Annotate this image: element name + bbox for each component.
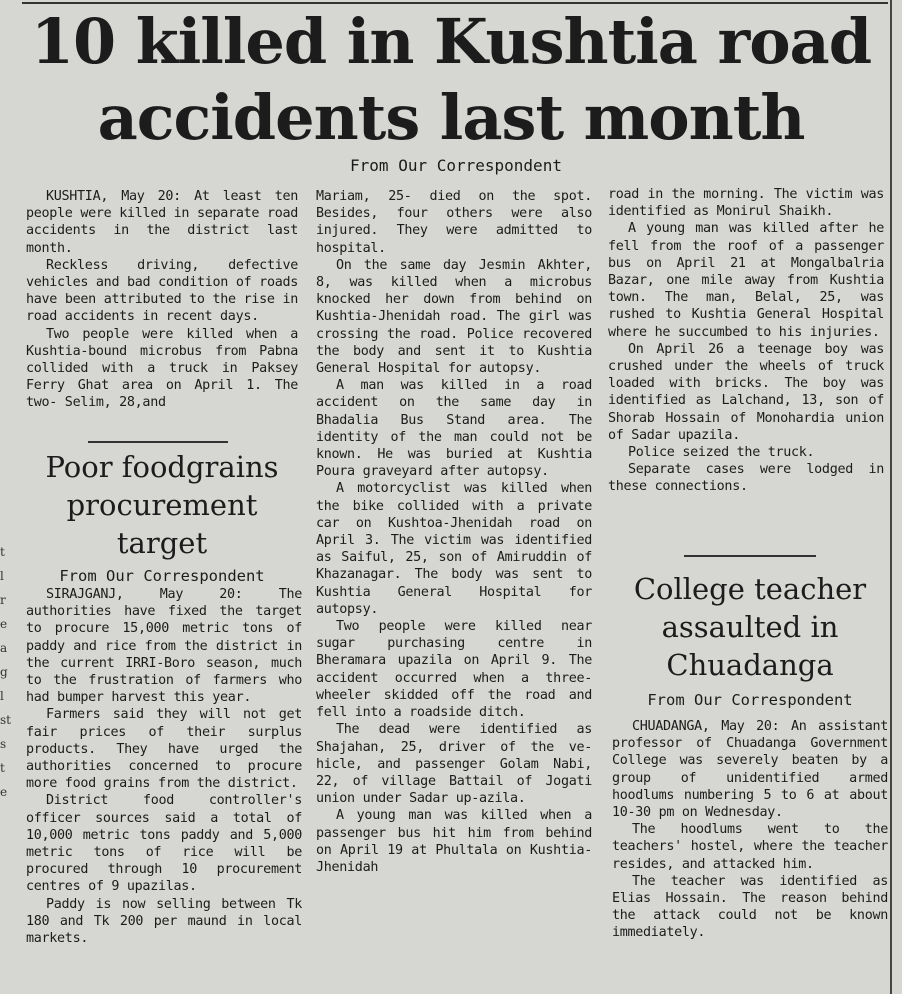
paragraph: The hoodlums went to the teachers' hostel, where the teacher resides, and attacked him.: [612, 822, 888, 872]
paragraph: A young man was killed after he fell from the roof of a passenger bus on April 21 at Mongalbalria Bazar, one mile away from Kushtia town. The man, Belal, 25, was rushed to Kushtia General Hospital where he succumbed to his injuries.: [608, 221, 884, 340]
paragraph: On April 26 a teenage boy was crushed under the wheels of truck loaded with bricks. The boy was identified as Lalchand, 13, son of Shorab Hossain of Monohardia union of Sadar upazila.: [608, 341, 884, 443]
right-column-rule: [890, 0, 892, 994]
paragraph: Separate cases were lodged in these connections.: [608, 462, 884, 495]
story3-byline: From Our Correspondent: [647, 691, 853, 709]
paragraph: The dead were identified as Shajahan, 25, driver of the ve-hicle, and passenger Golam Nabi, 22, of village Battail of Jogati union under Sadar up-azila.: [316, 722, 592, 807]
paragraph: Two people were killed when a Kushtia-bound microbus from Pabna collided with a truck in Paksey Ferry Ghat area on April 1. The two- Selim, 28,and: [26, 326, 298, 411]
paragraph: A man was killed in a road accident on the same day in Bhadalia Bus Stand area. The identity of the man could not be known. He was buried at Kushtia Poura graveyard after autopsy.: [316, 378, 592, 480]
story2-byline: From Our Correspondent: [59, 567, 265, 585]
main-byline: From Our Correspondent: [350, 156, 562, 175]
story2-headline: [24, 448, 300, 562]
story3-headline-line-3: Chuadanga: [666, 648, 834, 682]
paragraph: A young man was killed when a passenger bus hit him from behind on April 19 at Phultala on Kushtia-Jhenidah: [316, 808, 592, 875]
edge-letter: r: [0, 593, 6, 607]
paragraph: Paddy is now selling between Tk 180 and Tk 200 per maund in local markets.: [26, 896, 302, 947]
paragraph: Farmers said they will not get fair prices of their surplus products. They have urged the authorities concerned to procure more food grains from the district.: [26, 707, 302, 792]
edge-letter: a: [0, 641, 8, 655]
paragraph: Police seized the truck.: [628, 445, 815, 461]
paragraph: CHUADANGA, May 20: An assistant professor of Chuadanga Government College was severely beaten by a group of unidentified armed hoodlums numbering 5 to 6 at about 10-30 pm on Wednesday.: [612, 719, 888, 821]
edge-letter: t: [0, 545, 5, 559]
main-story-column-1: [26, 188, 298, 412]
paragraph: road in the morning. The victim was identified as Monirul Shaikh.: [608, 187, 884, 220]
story3-headline-line-1: College teacher: [633, 572, 867, 606]
paragraph: SIRAJGANJ, May 20: The authorities have fixed the target to procure 15,000 metric tons of paddy and rice from the district in the current IRRI-Boro season, much to the frustration of farmers who had bumper harvest this year.: [26, 587, 302, 706]
cropped-adjacent-column: [0, 540, 14, 804]
story-divider: [684, 555, 816, 557]
edge-letter: e: [0, 617, 8, 631]
main-story-column-2: [316, 188, 592, 876]
paragraph: KUSHTIA, May 20: At least ten people were killed in separate road accidents in the district last month.: [26, 189, 298, 256]
paragraph: The teacher was identified as Elias Hossain. The reason behind the attack could not be known immediately.: [612, 873, 888, 941]
paragraph: Reckless driving, defective vehicles and bad condition of roads have been attributed to the rise in road accidents in recent days.: [26, 257, 298, 325]
edge-letter: g: [0, 665, 8, 679]
main-headline-line-1: 10 killed in Kushtia road: [30, 5, 872, 78]
story2-body: [26, 586, 302, 947]
edge-letter: st: [0, 713, 11, 727]
edge-letter: l: [0, 569, 4, 583]
paragraph: A motorcyclist was killed when the bike collided with a private car on Kushtoa-Jhenidah road on April 3. The victim was identified as Saiful, 25, son of Amiruddin of Khazanagar. The body was sent to Kushtia General Hospital for autopsy.: [316, 481, 592, 617]
paragraph: Mariam, 25- died on the spot. Besides, four others were also injured. They were admitted to hospital.: [316, 189, 592, 256]
top-border-rule: [22, 2, 888, 4]
paragraph: District food controller's officer sources said a total of 10,000 metric tons paddy and 5,000 metric tons of rice will be procured through 10 procurement centres of 9 upazilas.: [26, 793, 302, 895]
story2-headline-line-1: Poor foodgrains: [45, 450, 279, 484]
paragraph: Two people were killed near sugar purchasing centre in Bheramara upazila on April 9. The accident occurred when a three-wheeler skidded off the road and fell into a roadside ditch.: [316, 619, 592, 721]
story3-headline-line-2: assaulted in: [661, 610, 839, 644]
story3-headline: [612, 570, 888, 684]
edge-letter: t: [0, 761, 5, 775]
story-divider: [88, 441, 228, 443]
edge-letter: e: [0, 785, 8, 799]
story3-body: [612, 718, 888, 942]
story2-headline-line-2: procurement: [66, 488, 258, 522]
paragraph: On the same day Jesmin Akhter, 8, was killed when a microbus knocked her down from behind on Kushtia-Jhenidah road. The girl was crossing the road. Police recovered the body and sent it to Kushtia General Hospital for autopsy.: [316, 257, 592, 377]
story2-headline-line-3: target: [116, 526, 208, 560]
edge-letter: l: [0, 689, 4, 703]
main-headline-line-2: accidents last month: [97, 81, 805, 154]
main-story-column-3: [608, 186, 884, 496]
edge-letter: s: [0, 737, 7, 751]
